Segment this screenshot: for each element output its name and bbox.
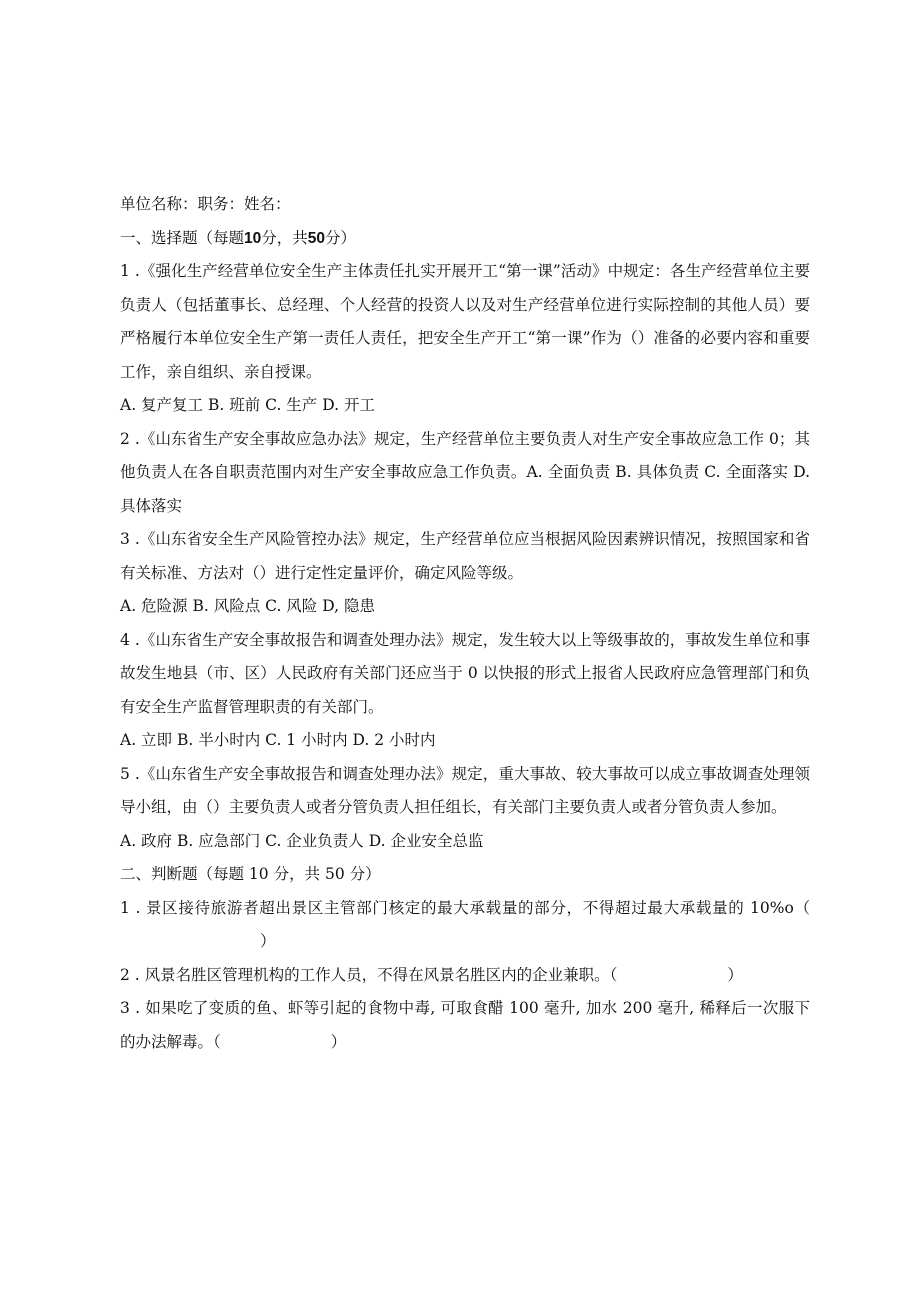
question-text: 5 .《山东省生产安全事故报告和调查处理办法》规定，重大事故、较大事故可以成立事故调查处理领导小组，由（）主要负责人或者分管负责人担任组长，有关部门主要负责人或者分管负责人参加。 xyxy=(120,764,810,816)
section2-title: 二、判断题（每题 10 分，共 50 分） xyxy=(120,865,381,883)
question-text: 1 .《强化生产经营单位安全生产主体责任扎实开展开工“第一课”活动》中规定：各生产经营单位主要负责人（包括董事长、总经理、个人经营的投资人以及对生产经营单位进行实际控制的其他人员）要严格履行本单位安全生产第一责任人责任，把安全生产开工“第一课”作为（）准备的必要内容和重要工作，亲自组织、亲自授课。 xyxy=(120,262,810,381)
question-text: 3 .《山东省安全生产风险管控办法》规定，生产经营单位应当根据风险因素辨识情况，按照国家和省有关标准、方法对（）进行定性定量评价，确定风险等级。 xyxy=(120,530,810,582)
judgement-question: 1 . 景区接待旅游者超出景区主管部门核定的最大承载量的部分，不得超过最大承载量的 10%o（） xyxy=(120,898,810,950)
judgement-question: 3 . 如果吃了变质的鱼、虾等引起的食物中毒, 可取食醋 100 毫升, 加水 200 毫升, 稀释后一次服下的办法解毒。（ ） xyxy=(120,999,810,1051)
judgement-question: 2 . 风景名胜区管理机构的工作人员，不得在风景名胜区内的企业兼职。（ ） xyxy=(120,965,743,984)
section1-title: 一、选择题（每题10分，共50分） xyxy=(120,228,357,247)
question-options: A. 政府 B. 应急部门 C. 企业负责人 D. 企业安全总监 xyxy=(120,831,484,850)
question-options: A. 危险源 B. 风险点 C. 风险 D, 隐患 xyxy=(120,597,375,615)
question-options: A. 复产复工 B. 班前 C. 生产 D. 开工 xyxy=(120,396,375,414)
header-fields: 单位名称：职务：姓名： xyxy=(120,195,291,213)
question-text: 2 .《山东省生产安全事故应急办法》规定，生产经营单位主要负责人对生产安全事故应急工作 0；其他负责人在各自职责范围内对生产安全事故应急工作负责。A. 全面负责 B. 具体负责 C. 全面落实 D. 具体落实 xyxy=(120,429,810,515)
exam-paper xyxy=(120,188,810,1059)
question-options: A. 立即 B. 半小时内 C. 1 小时内 D. 2 小时内 xyxy=(120,731,436,749)
question-text: 4 .《山东省生产安全事故报告和调查处理办法》规定，发生较大以上等级事故的，事故发生单位和事故发生地县（市、区）人民政府有关部门还应当于 0 以快报的形式上报省人民政府应急管理部门和负有安全生产监督管理职责的有关部门。 xyxy=(120,630,810,716)
